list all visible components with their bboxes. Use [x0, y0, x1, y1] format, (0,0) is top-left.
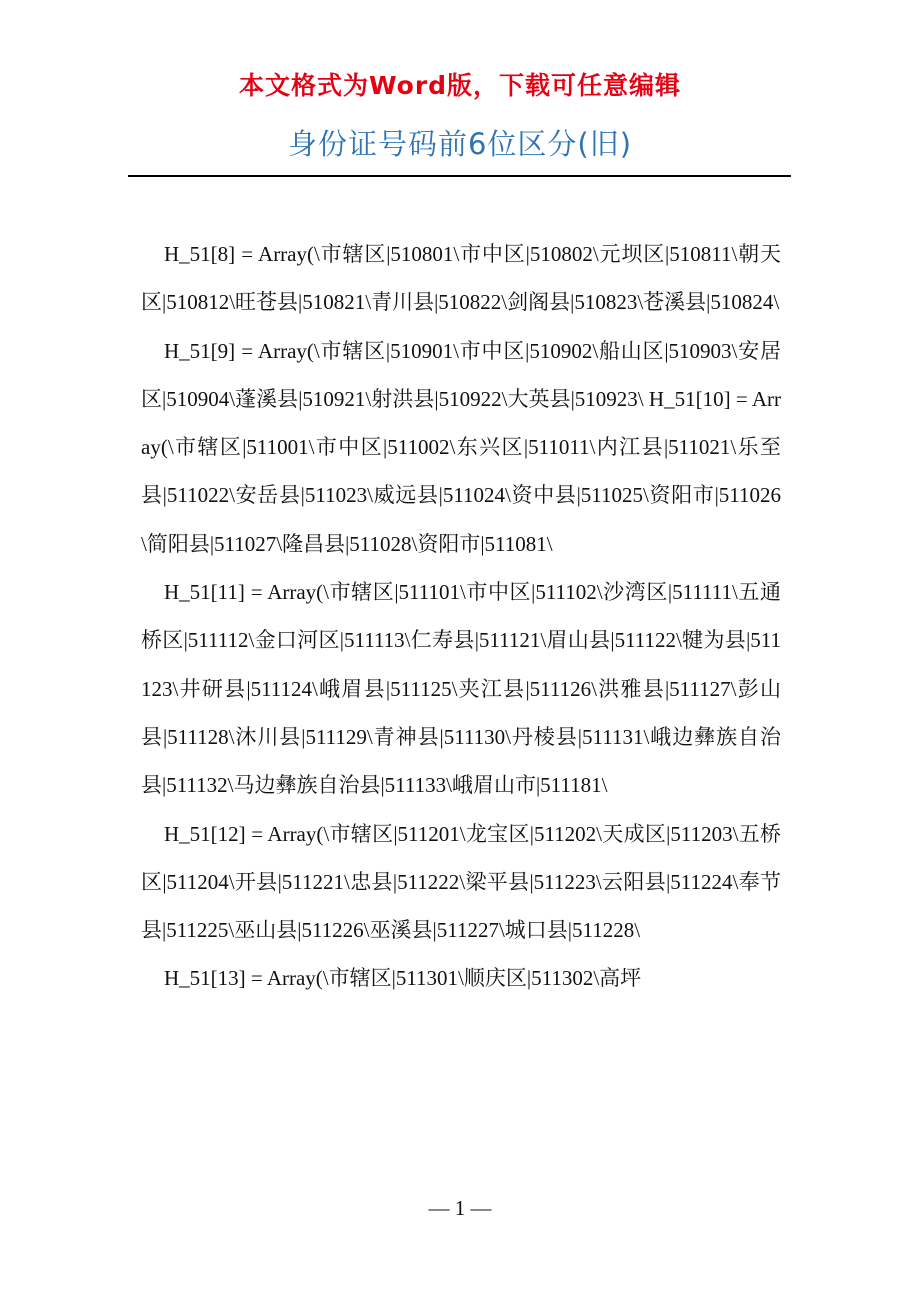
word-format-banner: 本文格式为Word版，下载可任意编辑 — [238, 71, 682, 100]
title-divider — [128, 175, 791, 177]
array-entry-h51-13: H_51[13] = Array(\市辖区|511301\顺庆区|511302\高坪 — [164, 966, 642, 991]
array-entry-h51-8: H_51[8] = Array(\市辖区|510801\市中区|510802\元坝区|510811\朝天区|510812\旺苍县|510821\青川县|510822\剑阁县|510823\苍溪县|510824\ — [141, 242, 781, 315]
array-entry-h51-12: H_51[12] = Array(\市辖区|511201\龙宝区|511202\天成区|511203\五桥区|511204\开县|511221\忠县|511222\梁平县|511223\云阳县|511224\奉节县|511225\巫山县|511226\巫溪县|511227\城口县|511228\ — [141, 821, 781, 943]
array-entry-h51-9-and-10: H_51[9] = Array(\市辖区|510901\市中区|510902\船山区|510903\安居区|510904\蓬溪县|510921\射洪县|510922\大英县|510923\ H_51[10] = Array(\市辖区|511001\市中区|511002\东兴区|511011\内江县|511021\乐至县|511022\安岳县|511023\威远县|511024\资中县|511025\资阳市|511026\简阳县|511027\隆昌县|511028\资阳市|511081\ — [141, 338, 781, 556]
document-title: 身份证号码前6位区分(旧) — [287, 127, 633, 161]
page-number: — 1 — — [428, 1196, 492, 1220]
array-entry-h51-11: H_51[11] = Array(\市辖区|511101\市中区|511102\沙湾区|511111\五通桥区|511112\金口河区|511113\仁寿县|511121\眉山县|511122\犍为县|511123\井研县|511124\峨眉县|511125\夹江县|511126\洪雅县|511127\彭山县|511128\沐川县|511129\青神县|511130\丹棱县|511131\峨边彝族自治县|511132\马边彝族自治县|511133\峨眉山市|511181\ — [141, 580, 781, 798]
document-body — [141, 230, 781, 1003]
